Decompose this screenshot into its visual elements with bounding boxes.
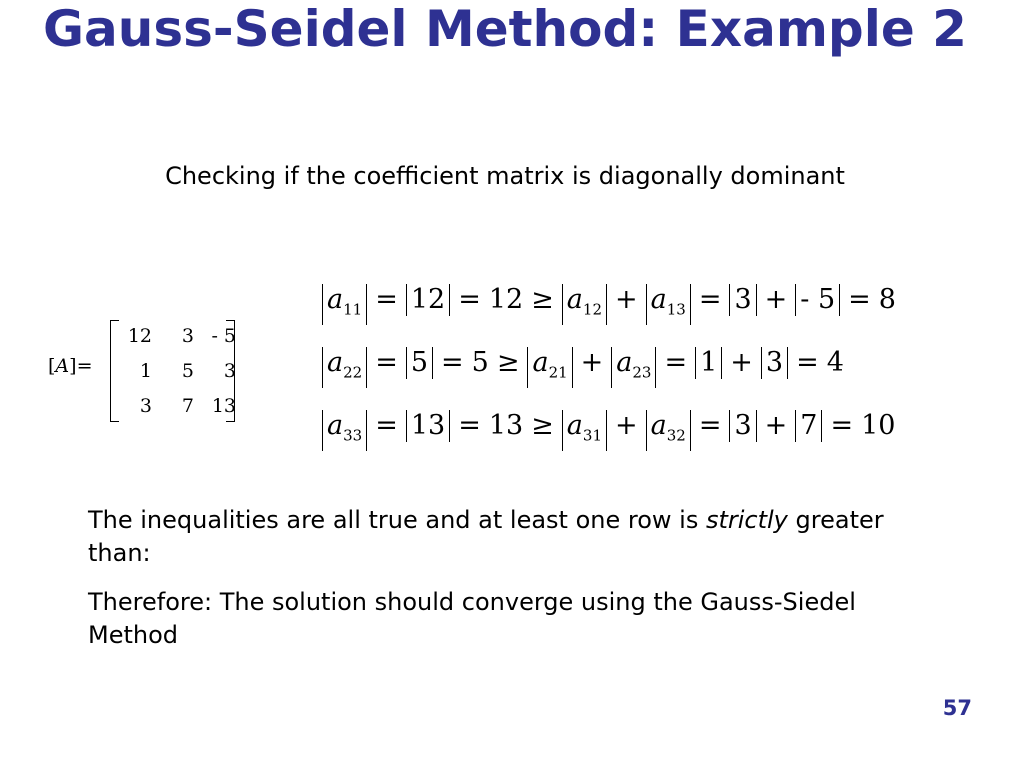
matrix-row	[110, 388, 236, 423]
inequalities-note: The inequalities are all true and at least one row is strictly greater than:	[88, 506, 884, 567]
abs-diag: $a_{11}$	[322, 284, 367, 325]
slide-title: Gauss-Seidel Method: Example 2	[43, 0, 967, 58]
strictly-emphasis: strictly	[705, 506, 788, 534]
diag-value: 13	[488, 410, 524, 441]
offdiag-sum: 10	[861, 410, 896, 441]
matrix-cell: 1	[139, 359, 152, 382]
abs-diag: $a_{33}$	[322, 410, 367, 451]
dominance-conditions	[322, 280, 962, 469]
offdiag-sum: 8	[878, 284, 896, 315]
matrix-cell: 3	[223, 359, 236, 382]
matrix-cell: 13	[211, 394, 236, 417]
matrix-row	[110, 318, 236, 353]
matrix-variable: A	[55, 355, 70, 377]
abs-diag-value: 13	[406, 410, 450, 442]
slide-subtitle: Checking if the coefficient matrix is diagonally dominant	[165, 162, 845, 190]
matrix-cell: 3	[181, 324, 194, 347]
abs-offdiag-1-value: 1	[695, 347, 722, 379]
condition-row-1: $a_{11} = 12 = 12 \ge a_{12} + a_{13} = 3$ + - 5 = 8	[322, 280, 962, 343]
conclusion-note: Therefore: The solution should converge using the Gauss-Siedel Method	[88, 588, 856, 649]
matrix-cell: 3	[139, 394, 152, 417]
abs-diag: $a_{22}$	[322, 347, 367, 388]
matrix-cell: 12	[127, 324, 152, 347]
matrix-cell: - 5	[211, 324, 236, 347]
abs-offdiag-1: $a_{12}$	[562, 284, 607, 325]
diag-value: 5	[471, 347, 489, 378]
abs-offdiag-2: $a_{13}$	[646, 284, 691, 325]
offdiag-sum: 4	[826, 347, 844, 378]
page-number: 57	[942, 696, 972, 720]
abs-offdiag-1: $a_{21}$	[527, 347, 572, 388]
matrix-row	[110, 353, 236, 388]
abs-offdiag-2-value: 3	[761, 347, 788, 379]
matrix-cell: 5	[181, 359, 194, 382]
matrix-cell: 7	[181, 394, 194, 417]
abs-offdiag-2-value: - 5	[795, 284, 840, 316]
diag-value: 12	[488, 284, 524, 315]
abs-offdiag-2: $a_{32}$	[646, 410, 691, 451]
condition-row-3: $a_{33} = 13 = 13 \ge a_{31} + a_{32} = 3 + 7 = 10$	[322, 406, 962, 469]
abs-diag-value: 5	[406, 347, 433, 379]
matrix-equals: =	[76, 355, 93, 377]
matrix-label: [A]=	[48, 355, 93, 377]
matrix-table	[110, 318, 236, 423]
condition-row-2: $a_{22} = 5 = 5 \ge a_{21} + a_{23} = 1 + 3 = 4$	[322, 343, 962, 406]
abs-offdiag-2: $a_{23}$	[611, 347, 656, 388]
abs-offdiag-1-value: 3	[729, 284, 756, 316]
coefficient-matrix	[48, 318, 263, 428]
abs-offdiag-2-value: 7	[795, 410, 822, 442]
abs-diag-value: 12	[406, 284, 450, 316]
abs-offdiag-1-value: 3	[729, 410, 756, 442]
abs-offdiag-1: $a_{31}$	[562, 410, 607, 451]
